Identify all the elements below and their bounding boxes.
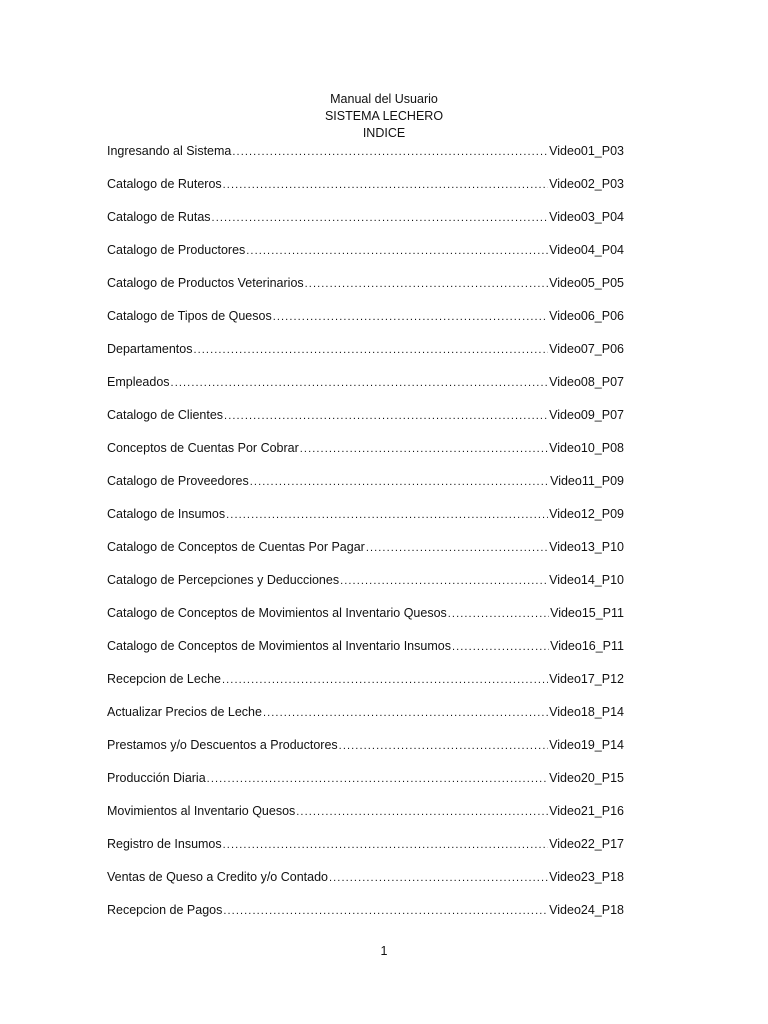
toc-dot-leader	[273, 307, 548, 327]
toc-entry	[107, 900, 624, 933]
toc-entry-title: Catalogo de Percepciones y Deducciones	[107, 573, 340, 587]
document-title: Manual del Usuario	[330, 92, 438, 106]
toc-entry	[107, 405, 624, 438]
toc-dot-leader	[223, 175, 549, 195]
toc-dot-leader	[171, 373, 549, 393]
toc-dot-leader	[222, 670, 548, 690]
toc-entry-title: Empleados	[107, 375, 170, 389]
toc-dot-leader	[232, 142, 548, 162]
toc-entry-title: Catalogo de Productos Veterinarios	[107, 276, 304, 290]
toc-dot-leader	[263, 703, 548, 723]
toc-entry-title: Conceptos de Cuentas Por Cobrar	[107, 441, 299, 455]
toc-entry-title: Producción Diaria	[107, 771, 206, 785]
toc-entry-reference: Video08_P07	[549, 375, 624, 389]
toc-entry-reference: Video06_P06	[549, 309, 624, 323]
toc-entry	[107, 372, 624, 405]
toc-dot-leader	[448, 604, 549, 624]
toc-dot-leader	[207, 769, 548, 789]
toc-dot-leader	[340, 571, 548, 591]
toc-dot-leader	[246, 241, 548, 261]
toc-entry-reference: Video11_P09	[550, 474, 624, 488]
toc-entry-reference: Video24_P18	[549, 903, 624, 917]
toc-entry	[107, 669, 624, 702]
toc-entry-reference: Video02_P03	[549, 177, 624, 191]
toc-entry-title: Departamentos	[107, 342, 193, 356]
toc-entry-title: Catalogo de Ruteros	[107, 177, 222, 191]
toc-entry	[107, 438, 624, 471]
toc-dot-leader	[224, 406, 548, 426]
toc-entry-reference: Video22_P17	[549, 837, 624, 851]
toc-entry-reference: Video09_P07	[549, 408, 624, 422]
page-number: 1	[380, 944, 388, 958]
toc-entry-title: Catalogo de Conceptos de Cuentas Por Pagar	[107, 540, 365, 554]
toc-entry-title: Catalogo de Productores	[107, 243, 246, 257]
toc-entry-reference: Video05_P05	[549, 276, 624, 290]
toc-entry-reference: Video04_P04	[549, 243, 624, 257]
toc-entry-title: Registro de Insumos	[107, 837, 222, 851]
section-heading: INDICE	[362, 126, 406, 140]
toc-entry-reference: Video10_P08	[549, 441, 624, 455]
toc-dot-leader	[226, 505, 548, 525]
toc-entry	[107, 603, 624, 636]
toc-entry	[107, 339, 624, 372]
toc-entry-title: Catalogo de Conceptos de Movimientos al Inventario Insumos	[107, 639, 451, 653]
toc-dot-leader	[223, 835, 549, 855]
toc-entry-reference: Video18_P14	[549, 705, 624, 719]
toc-dot-leader	[212, 208, 549, 228]
toc-entry	[107, 306, 624, 339]
toc-entry	[107, 702, 624, 735]
toc-entry	[107, 207, 624, 240]
document-header	[0, 91, 768, 142]
toc-entry-title: Catalogo de Insumos	[107, 507, 226, 521]
toc-entry-title: Recepcion de Leche	[107, 672, 221, 686]
toc-entry	[107, 537, 624, 570]
toc-entry-title: Movimientos al Inventario Quesos	[107, 804, 296, 818]
toc-entry-title: Catalogo de Clientes	[107, 408, 224, 422]
toc-entry-reference: Video20_P15	[549, 771, 624, 785]
table-of-contents	[107, 141, 624, 933]
toc-entry-title: Catalogo de Proveedores	[107, 474, 249, 488]
toc-entry	[107, 504, 624, 537]
toc-entry-title: Actualizar Precios de Leche	[107, 705, 262, 719]
toc-entry	[107, 834, 624, 867]
toc-dot-leader	[250, 472, 549, 492]
toc-entry-reference: Video21_P16	[549, 804, 624, 818]
toc-entry	[107, 867, 624, 900]
toc-entry-reference: Video13_P10	[549, 540, 624, 554]
toc-entry	[107, 570, 624, 603]
toc-dot-leader	[339, 736, 548, 756]
toc-entry-reference: Video23_P18	[549, 870, 624, 884]
toc-dot-leader	[452, 637, 549, 657]
toc-entry	[107, 273, 624, 306]
toc-entry	[107, 174, 624, 207]
toc-entry-reference: Video01_P03	[549, 144, 624, 158]
toc-entry-title: Catalogo de Rutas	[107, 210, 211, 224]
toc-entry-reference: Video19_P14	[549, 738, 624, 752]
toc-entry-reference: Video16_P11	[550, 639, 624, 653]
toc-entry-title: Catalogo de Tipos de Quesos	[107, 309, 272, 323]
toc-entry	[107, 801, 624, 834]
toc-entry	[107, 141, 624, 174]
toc-dot-leader	[223, 901, 548, 921]
toc-entry	[107, 471, 624, 504]
toc-entry	[107, 240, 624, 273]
toc-entry-title: Ventas de Queso a Credito y/o Contado	[107, 870, 328, 884]
toc-dot-leader	[329, 868, 548, 888]
toc-entry	[107, 735, 624, 768]
toc-dot-leader	[296, 802, 548, 822]
toc-entry	[107, 636, 624, 669]
toc-dot-leader	[305, 274, 549, 294]
toc-dot-leader	[300, 439, 548, 459]
toc-dot-leader	[193, 340, 548, 360]
document-subtitle: SISTEMA LECHERO	[324, 109, 444, 123]
toc-entry-reference: Video17_P12	[549, 672, 624, 686]
toc-entry-title: Recepcion de Pagos	[107, 903, 223, 917]
toc-entry	[107, 768, 624, 801]
toc-entry-title: Prestamos y/o Descuentos a Productores	[107, 738, 338, 752]
toc-dot-leader	[366, 538, 548, 558]
toc-entry-reference: Video12_P09	[549, 507, 624, 521]
toc-entry-title: Ingresando al Sistema	[107, 144, 232, 158]
toc-entry-reference: Video15_P11	[550, 606, 624, 620]
toc-entry-reference: Video07_P06	[549, 342, 624, 356]
toc-entry-title: Catalogo de Conceptos de Movimientos al Inventario Quesos	[107, 606, 447, 620]
toc-entry-reference: Video14_P10	[549, 573, 624, 587]
toc-entry-reference: Video03_P04	[549, 210, 624, 224]
